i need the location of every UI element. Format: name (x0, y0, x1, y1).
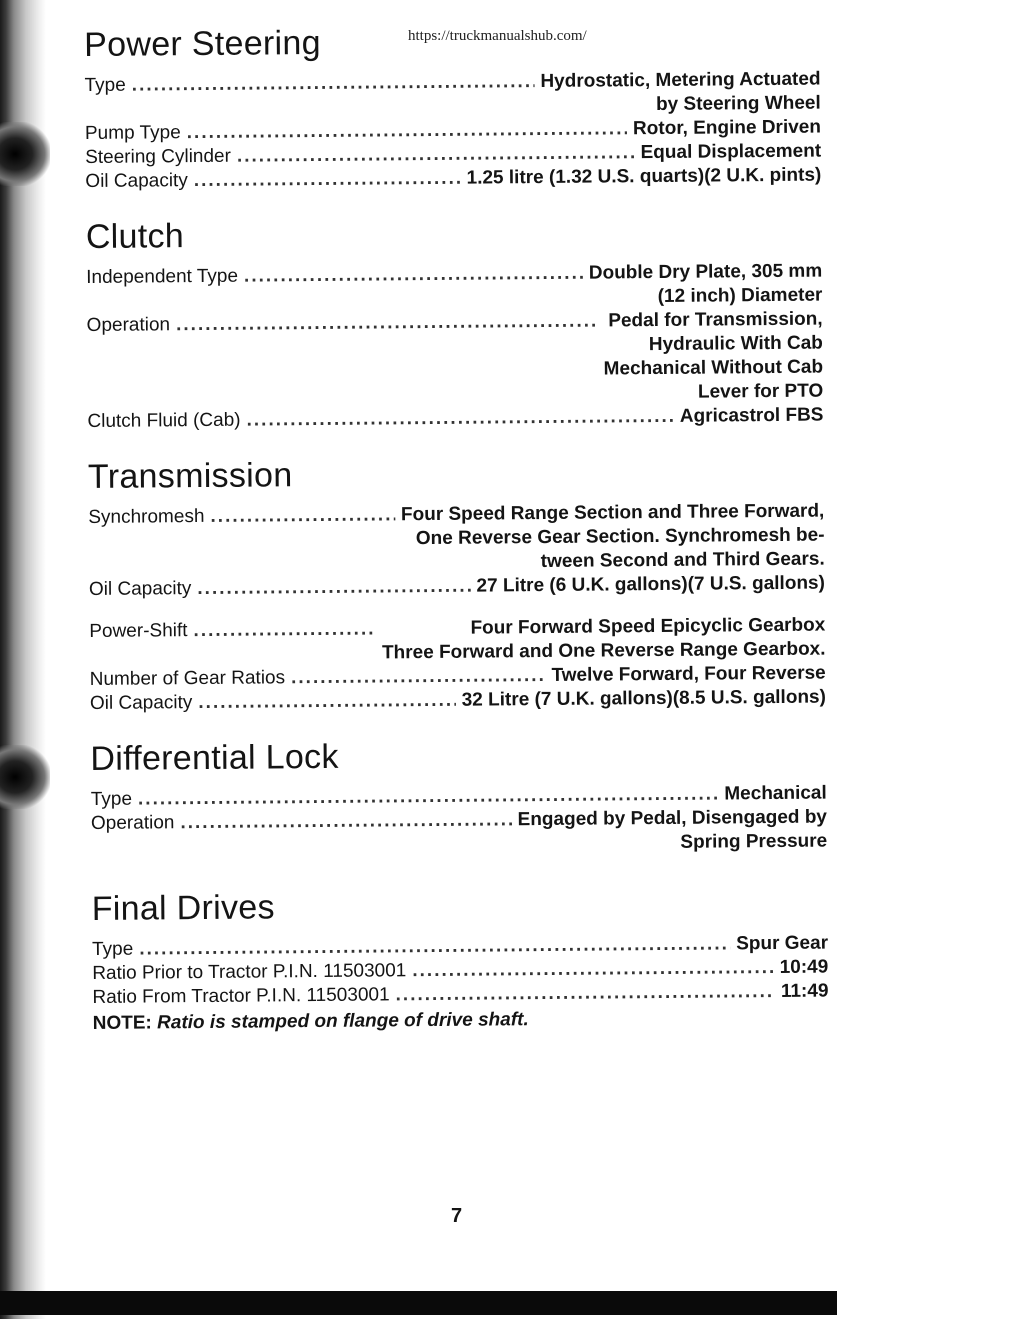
dot-leader (194, 167, 461, 193)
spec-row (87, 404, 823, 434)
spec-row (87, 308, 824, 410)
dot-leader (180, 808, 511, 835)
spec-section (92, 882, 829, 1036)
spec-label: Operation (90, 812, 175, 834)
spec-label: Oil Capacity (88, 578, 192, 600)
spec-label: Oil Capacity (89, 692, 193, 714)
note-text: Ratio is stamped on flange of drive shaft. (157, 1009, 529, 1034)
spec-label: Type (90, 788, 133, 810)
spec-label: Operation (86, 314, 171, 336)
spec-value: Rotor, Engine Driven (632, 116, 822, 140)
dot-leader (193, 617, 376, 643)
dot-leader (197, 575, 470, 601)
spec-value: 11:49 (780, 980, 829, 1002)
spec-label: Ratio From Tractor P.I.N. 11503001 (92, 984, 390, 1008)
spec-value: Agricastrol FBS (679, 404, 824, 427)
source-url: https://truckmanualshub.com/ (408, 28, 587, 44)
section-heading: Final Drives (91, 888, 275, 928)
binder-hole-top (0, 122, 50, 186)
spec-value: Twelve Forward, Four Reverse (551, 662, 826, 686)
dot-leader (198, 689, 456, 715)
note (93, 1006, 829, 1036)
dot-leader (246, 405, 673, 433)
spec-label: Synchromesh (88, 505, 205, 528)
spec-section (86, 210, 824, 434)
spec-row (88, 500, 825, 578)
spec-label: Ratio Prior to Tractor P.I.N. 11503001 (92, 960, 407, 984)
dot-leader (244, 262, 583, 289)
dot-leader (291, 664, 546, 690)
spec-value: Engaged by Pedal, Disengaged by Spring Pressure (517, 806, 828, 853)
spec-label: Power-Shift (89, 620, 188, 642)
spec-row (92, 980, 828, 1010)
dot-leader (176, 310, 597, 338)
spec-value: 27 Litre (6 U.K. gallons)(7 U.S. gallons) (476, 572, 825, 597)
spec-row (86, 260, 822, 314)
spec-label: Oil Capacity (85, 170, 188, 192)
spec-value: Pedal for Transmission, Hydraulic With Cab Mechanical Without Cab Lever for PTO (603, 308, 824, 403)
spec-label: Pump Type (84, 122, 181, 144)
note-label: NOTE: (92, 1012, 152, 1034)
spec-value: Four Forward Speed Epicyclic Gearbox Three Forward and One Reverse Range Gearbox. (381, 614, 826, 664)
spec-row (91, 806, 827, 860)
spec-row (90, 686, 826, 716)
dot-leader (237, 141, 635, 168)
spec-value: Mechanical (724, 782, 827, 805)
binding-shadow (0, 0, 46, 1319)
spec-row (84, 68, 820, 122)
spec-label: Type (91, 938, 134, 960)
dot-leader (210, 503, 395, 529)
section-heading: Power Steering (84, 23, 321, 64)
spec-row (85, 164, 821, 194)
spec-section (88, 450, 826, 716)
spec-value: 32 Litre (7 U.K. gallons)(8.5 U.S. gallons) (461, 686, 826, 711)
spec-value: Double Dry Plate, 305 mm (12 inch) Diameter (588, 260, 823, 308)
spec-section (84, 18, 821, 194)
dot-leader (412, 956, 774, 983)
spec-page (84, 18, 829, 1058)
spec-label: Steering Cylinder (85, 145, 232, 168)
spec-value: Hydrostatic, Metering Actuated by Steering Wheel (540, 68, 821, 116)
spec-label: Type (84, 74, 126, 96)
section-heading: Transmission (87, 456, 293, 496)
spec-row (89, 614, 825, 668)
bottom-scan-bar (0, 1291, 837, 1315)
spec-value: Spur Gear (736, 932, 829, 955)
page-number: 7 (451, 1205, 463, 1227)
spec-value: 10:49 (779, 956, 829, 978)
dot-leader (395, 980, 775, 1007)
spec-value: Four Speed Range Section and Three Forward, One Reverse Gear Section. Synchromesh be- tween Second and Third Gears. (400, 500, 825, 573)
spec-value: 1.25 litre (1.32 U.S. quarts)(2 U.K. pints) (466, 164, 822, 189)
binder-hole-bottom (0, 745, 50, 809)
spec-section (90, 732, 827, 860)
section-heading: Clutch (85, 217, 185, 256)
spec-label: Clutch Fluid (Cab) (87, 409, 241, 432)
dot-leader (132, 70, 535, 98)
spec-label: Number of Gear Ratios (89, 667, 286, 690)
spec-label: Independent Type (86, 265, 239, 288)
spec-row (89, 572, 825, 602)
section-heading: Differential Lock (90, 737, 339, 778)
spec-value: Equal Displacement (640, 140, 822, 164)
